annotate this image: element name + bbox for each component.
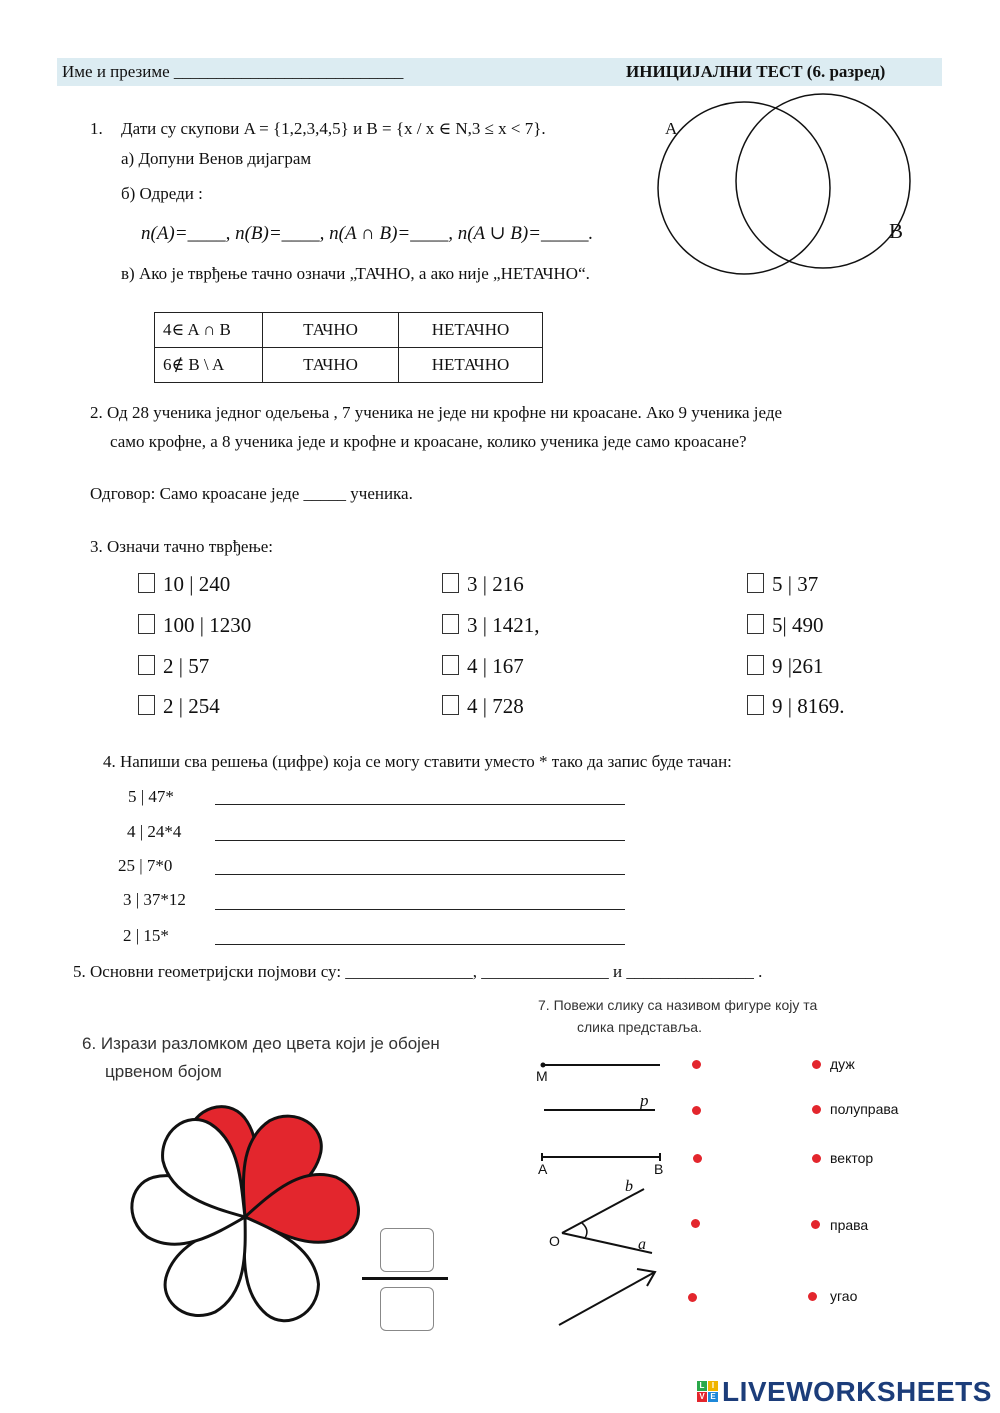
- q4-title: 4. Напиши сва решења (цифре) која се могу ставити уместо * тако да запис буде тачан:: [103, 752, 732, 771]
- answer-line[interactable]: [215, 874, 625, 875]
- term-dot[interactable]: [812, 1154, 821, 1163]
- answer-line[interactable]: [215, 944, 625, 945]
- venn-circle-b: [736, 94, 910, 268]
- figure-dot[interactable]: [693, 1154, 702, 1163]
- q4-item: 3 | 37*12: [123, 890, 186, 909]
- true-option[interactable]: ТАЧНО: [263, 348, 399, 383]
- label-b: B: [654, 1161, 664, 1177]
- fraction-numerator-input[interactable]: [380, 1228, 434, 1272]
- q4-item: 2 | 15*: [123, 926, 169, 945]
- checkbox-item[interactable]: 2 | 254: [138, 694, 220, 719]
- name-label: Име и презиме ___________________________: [62, 62, 404, 81]
- table-row: [155, 348, 543, 383]
- checkbox-item[interactable]: 3 | 1421,: [442, 613, 539, 638]
- table-row: [155, 313, 543, 348]
- checkbox[interactable]: [747, 573, 764, 593]
- term-label: полуправа: [830, 1101, 899, 1117]
- label-ray-b: b: [625, 1178, 633, 1195]
- q2-line2: само крофне, а 8 ученика једе и крофне и кроасане, колико ученика једе само кроасане?: [110, 432, 747, 451]
- venn-diagram[interactable]: [655, 85, 925, 295]
- checkbox-item[interactable]: 5 | 37: [747, 572, 818, 597]
- label-a: A: [538, 1161, 548, 1177]
- q1-part-b: б) Одреди :: [121, 184, 203, 203]
- label-o: O: [549, 1233, 560, 1249]
- checkbox-item[interactable]: 5| 490: [747, 613, 823, 638]
- q6-line2: црвеном бојом: [105, 1062, 222, 1081]
- checkbox-item[interactable]: 4 | 167: [442, 654, 524, 679]
- checkbox[interactable]: [138, 573, 155, 593]
- liveworksheets-logo-icon: L I V E: [697, 1381, 719, 1403]
- q4-item: 25 | 7*0: [118, 856, 173, 875]
- q2-answer[interactable]: Одговор: Само кроасане једе _____ ученика.: [90, 484, 413, 503]
- checkbox-item[interactable]: 100 | 1230: [138, 613, 251, 638]
- answer-line[interactable]: [215, 909, 625, 910]
- true-option[interactable]: ТАЧНО: [263, 313, 399, 348]
- term-dot[interactable]: [811, 1220, 820, 1229]
- fraction-denominator-input[interactable]: [380, 1287, 434, 1331]
- checkbox-item[interactable]: 9 |261: [747, 654, 823, 679]
- vector-figure: [559, 1272, 655, 1325]
- term-dot[interactable]: [812, 1060, 821, 1069]
- q1-number: 1.: [90, 119, 103, 138]
- figures-image: [530, 1050, 670, 1330]
- q2-line1: 2. Од 28 ученика једног одељења , 7 ученика не једе ни крофне ни кроасане. Ако 9 ученика једе: [90, 403, 783, 422]
- q7-line1: 7. Повежи слику са називом фигуре коју та: [538, 997, 818, 1013]
- q4-item: 5 | 47*: [128, 787, 174, 806]
- term-label: вектор: [830, 1150, 874, 1166]
- figure-dot[interactable]: [691, 1219, 700, 1228]
- checkbox-item[interactable]: 3 | 216: [442, 572, 524, 597]
- term-dot[interactable]: [808, 1292, 817, 1301]
- q1-intro: Дати су скупови A = {1,2,3,4,5} и B = {x / x ∈ N,3 ≤ x < 7}.: [121, 119, 546, 138]
- checkbox[interactable]: [747, 695, 764, 715]
- q4-item: 4 | 24*4: [127, 822, 182, 841]
- checkbox[interactable]: [442, 614, 459, 634]
- checkbox-item[interactable]: 4 | 728: [442, 694, 524, 719]
- flower-image: [115, 1095, 375, 1340]
- answer-line[interactable]: [215, 840, 625, 841]
- checkbox[interactable]: [747, 614, 764, 634]
- term-dot[interactable]: [812, 1105, 821, 1114]
- venn-label-b: B: [889, 219, 904, 243]
- q3-title: 3. Означи тачно тврђење:: [90, 537, 274, 556]
- checkbox[interactable]: [138, 614, 155, 634]
- figure-dot[interactable]: [688, 1293, 697, 1302]
- q5-text[interactable]: 5. Основни геометријски појмови су: _______________, _______________ и _______________ .: [73, 962, 763, 981]
- checkbox-item[interactable]: 10 | 240: [138, 572, 230, 597]
- label-ray-a: a: [638, 1236, 646, 1253]
- q1-part-v: в) Ако је тврђење тачно означи „ТАЧНО, а ако није „НЕТАЧНО“.: [121, 264, 590, 283]
- term-label: дуж: [830, 1056, 855, 1072]
- false-option[interactable]: НЕТАЧНО: [399, 313, 543, 348]
- q1-part-a: а) Допуни Венов дијаграм: [121, 149, 312, 168]
- statement-cell: 4∈ A ∩ B: [155, 313, 263, 348]
- brand-name: LIVEWORKSHEETS: [722, 1376, 992, 1407]
- label-m: M: [536, 1068, 548, 1084]
- checkbox-item[interactable]: 2 | 57: [138, 654, 209, 679]
- label-p: p: [640, 1091, 649, 1110]
- answer-line[interactable]: [215, 804, 625, 805]
- term-label: права: [830, 1217, 869, 1233]
- term-label: угао: [830, 1288, 858, 1304]
- false-option[interactable]: НЕТАЧНО: [399, 348, 543, 383]
- q1-formulas[interactable]: n(A)=____, n(B)=____, n(A ∩ B)=____, n(A ∪ B)=_____.: [141, 223, 594, 244]
- venn-label-a: A: [665, 119, 678, 138]
- figure-dot[interactable]: [692, 1106, 701, 1115]
- statement-cell: 6∉ B \ A: [155, 348, 263, 383]
- fraction-bar: [362, 1277, 448, 1280]
- checkbox[interactable]: [442, 573, 459, 593]
- test-title: ИНИЦИЈАЛНИ ТЕСТ (6. разред): [626, 62, 886, 81]
- point-m: [541, 1063, 546, 1068]
- name-blank[interactable]: ___________________________: [173, 62, 404, 81]
- checkbox[interactable]: [747, 655, 764, 675]
- q7-line2: слика представља.: [577, 1019, 702, 1035]
- figure-dot[interactable]: [692, 1060, 701, 1069]
- venn-circle-a: [658, 102, 830, 274]
- checkbox[interactable]: [442, 695, 459, 715]
- checkbox[interactable]: [138, 695, 155, 715]
- true-false-table: [154, 312, 543, 383]
- checkbox[interactable]: [442, 655, 459, 675]
- checkbox[interactable]: [138, 655, 155, 675]
- q6-line1: 6. Изрази разломком део цвета који је обојен: [82, 1034, 440, 1053]
- checkbox-item[interactable]: 9 | 8169.: [747, 694, 844, 719]
